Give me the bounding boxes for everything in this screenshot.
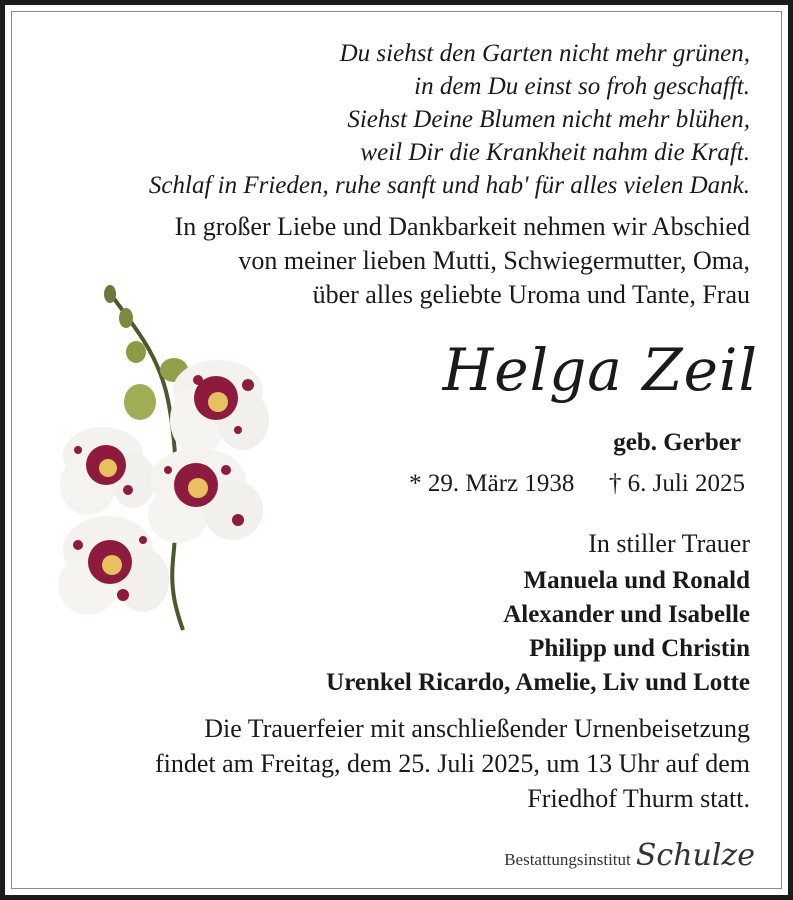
funeral-line-3: Friedhof Thurm statt. xyxy=(527,784,750,813)
funeral-line-2: findet am Freitag, dem 25. Juli 2025, um 13 Uhr auf dem xyxy=(154,749,750,778)
intro-line-2: von meiner lieben Mutti, Schwiegermutter, Oma, xyxy=(238,246,750,275)
life-dates xyxy=(409,470,745,498)
funeral-home-logo: Schulze xyxy=(635,838,755,873)
mourner-name: Manuela und Ronald xyxy=(523,567,750,594)
death-date: † 6. Juli 2025 xyxy=(608,470,745,497)
poem-line-2: in dem Du einst so froh geschafft. xyxy=(414,73,750,100)
poem-line-5: Schlaf in Frieden, ruhe sanft und hab' für alles vielen Dank. xyxy=(148,172,750,199)
funeral-home-label: Bestattungsinstitut xyxy=(504,850,631,869)
bud-icon xyxy=(104,285,116,303)
orchid-flower-icon xyxy=(170,360,269,455)
mourner-name: Urenkel Ricardo, Amelie, Liv und Lotte xyxy=(326,669,750,696)
poem-line-1: Du siehst den Garten nicht mehr grünen, xyxy=(339,40,750,67)
poem-line-3: Siehst Deine Blumen nicht mehr blühen, xyxy=(347,106,750,133)
deceased-name: Helga Zeil xyxy=(442,336,758,404)
mourner-name: Philipp und Christin xyxy=(529,635,750,662)
bud-icon xyxy=(124,384,156,420)
birth-date: * 29. März 1938 xyxy=(409,470,575,497)
orchid-flower-icon xyxy=(58,516,169,615)
orchid-flower-icon xyxy=(60,427,155,515)
intro-line-3: über alles geliebte Uroma und Tante, Frau xyxy=(312,280,750,309)
intro-line-1: In großer Liebe und Dankbarkeit nehmen wir Abschied xyxy=(174,212,750,241)
maiden-name: geb. Gerber xyxy=(613,429,741,456)
orchid-flower-icon xyxy=(148,448,263,543)
orchid-illustration xyxy=(48,280,288,640)
poem-line-4: weil Dir die Krankheit nahm die Kraft. xyxy=(360,139,750,166)
bud-icon xyxy=(126,341,146,363)
funeral-line-1: Die Trauerfeier mit anschließender Urnenbeisetzung xyxy=(204,714,750,743)
bud-icon xyxy=(119,308,133,328)
mourners-heading: In stiller Trauer xyxy=(588,529,750,558)
mourner-name: Alexander und Isabelle xyxy=(503,601,750,628)
funeral-home-signature xyxy=(504,838,755,873)
